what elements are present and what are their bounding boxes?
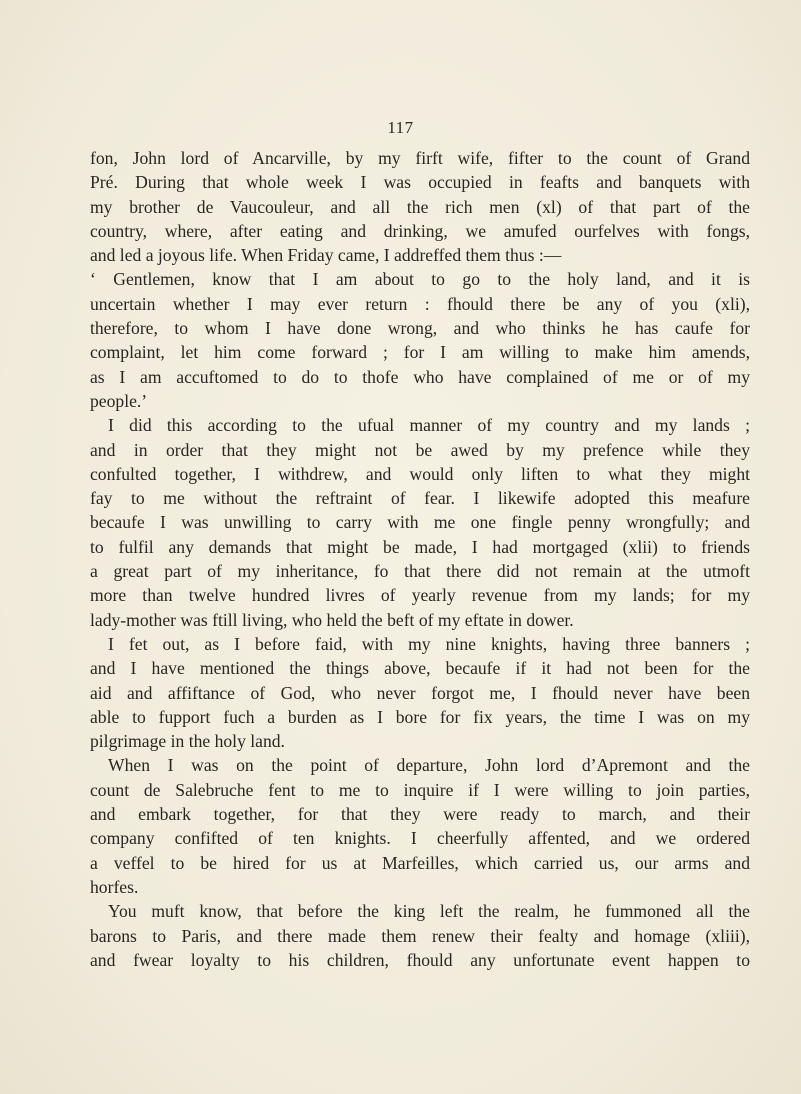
text-line: a veffel to be hired for us at Marfeilles, which carried us, our arms and	[90, 852, 750, 873]
text-line: people.’	[90, 390, 148, 411]
text-line: I did this according to the ufual manner of my country and my lands ;	[108, 415, 750, 436]
text-line: When I was on the point of departure, John lord d’Apremont and the	[108, 755, 750, 776]
page-number: 117	[387, 118, 414, 137]
text-line: complaint, let him come forward ; for I am willing to make him amends,	[90, 342, 750, 363]
text-line: to fulfil any demands that might be made, I had mortgaged (xlii) to friends	[90, 536, 750, 557]
text-line: a great part of my inheritance, fo that there did not remain at the utmoft	[90, 561, 750, 582]
text-line: pilgrimage in the holy land.	[90, 731, 285, 752]
body-text	[90, 146, 750, 972]
text-line: You muft know, that before the king left the realm, he fummoned all the	[108, 901, 750, 922]
text-line: my brother de Vaucouleur, and all the rich men (xl) of that part of the	[90, 196, 750, 217]
text-line: fon, John lord of Ancarville, by my firft wife, fifter to the count of Grand	[90, 148, 750, 168]
text-line: therefore, to whom I have done wrong, and who thinks he has caufe for	[90, 318, 750, 339]
text-line: ‘ Gentlemen, know that I am about to go to the holy land, and it is	[90, 269, 750, 290]
text-line: becaufe I was unwilling to carry with me one fingle penny wrongfully; and	[90, 512, 750, 533]
text-line: and fwear loyalty to his children, fhould any unfortunate event happen to	[90, 949, 750, 970]
text-line: confulted together, I withdrew, and would only liften to what they might	[90, 463, 750, 484]
text-line: able to fupport fuch a burden as I bore for fix years, the time I was on my	[90, 706, 750, 727]
text-line: count de Salebruche fent to me to inquire if I were willing to join parties,	[90, 779, 750, 800]
text-line: I fet out, as I before faid, with my nine knights, having three banners ;	[108, 633, 750, 654]
text-line: and in order that they might not be awed by my prefence while they	[90, 439, 750, 460]
text-line: barons to Paris, and there made them renew their fealty and homage (xliii),	[90, 925, 750, 946]
text-line: Pré. During that whole week I was occupied in feafts and banquets with	[90, 172, 750, 193]
text-line: company confifted of ten knights. I cheerfully affented, and we ordered	[90, 828, 750, 849]
text-line: aid and affiftance of God, who never forgot me, I fhould never have been	[90, 682, 750, 703]
text-line: lady-mother was ftill living, who held the beft of my eftate in dower.	[90, 609, 574, 630]
text-line: and I have mentioned the things above, becaufe if it had not been for the	[90, 658, 750, 679]
text-line: fay to me without the reftraint of fear. I likewife adopted this meafure	[90, 488, 750, 509]
text-line: as I am accuftomed to do to thofe who have complained of me or of my	[90, 366, 750, 387]
text-line: and embark together, for that they were ready to march, and their	[90, 804, 750, 825]
text-line: and led a joyous life. When Friday came, I addreffed them thus :—	[90, 245, 562, 266]
text-line: uncertain whether I may ever return : fhould there be any of you (xli),	[90, 293, 750, 314]
text-line: horfes.	[90, 876, 139, 897]
text-line: country, where, after eating and drinking, we amufed ourfelves with fongs,	[90, 220, 750, 241]
text-line: more than twelve hundred livres of yearly revenue from my lands; for my	[90, 585, 750, 606]
